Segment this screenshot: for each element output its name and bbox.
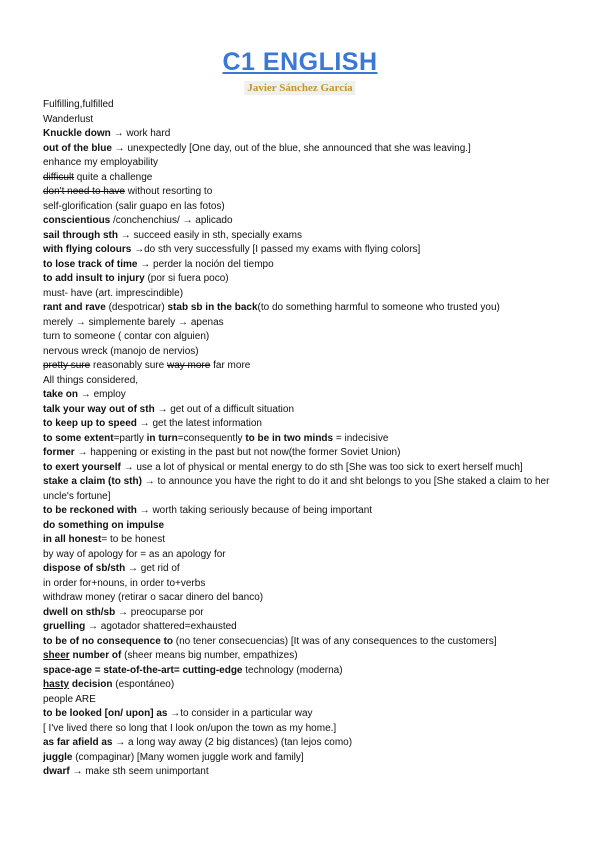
vocab-term: rant and rave: [43, 302, 106, 313]
vocab-line: [43, 475, 563, 504]
vocab-term: out of the blue: [43, 142, 112, 154]
document-title: C1 ENGLISH: [222, 48, 378, 76]
vocab-line: [43, 142, 563, 157]
vocab-term: former: [43, 447, 75, 458]
vocab-text: people ARE: [43, 693, 96, 705]
vocab-line: [43, 664, 563, 679]
vocab-term: to be reckoned with: [43, 505, 137, 516]
vocab-text: (to do something harmful to someone who trusted you): [257, 302, 500, 313]
vocab-line: [43, 301, 563, 316]
struck-text: don't need to have: [43, 186, 125, 197]
vocab-line: [43, 519, 563, 534]
vocab-line: [43, 562, 563, 577]
vocab-text: (compaginar) [Many women juggle work and family]: [72, 751, 304, 763]
vocab-text: withdraw money (retirar o sacar dinero del banco): [43, 592, 264, 603]
vocab-text: without resorting to: [124, 186, 213, 197]
vocab-line: [43, 185, 563, 200]
vocab-term: to be of no consequence to: [43, 635, 174, 647]
vocab-text: → work hard: [110, 128, 171, 139]
vocab-text: → get rid of: [125, 563, 180, 574]
vocab-line: [43, 345, 563, 360]
vocab-text: reasonably sure: [90, 360, 167, 371]
vocab-line: [43, 403, 563, 418]
vocab-term: to exert yourself: [43, 461, 121, 473]
vocab-text: Fulfilling,fulfilled: [43, 99, 114, 110]
vocab-line: [43, 200, 563, 215]
vocab-text: =consequently: [177, 432, 246, 444]
vocab-term: conscientious: [43, 215, 111, 226]
vocab-text: → worth taking seriously because of being important: [136, 505, 373, 516]
vocab-line: [43, 606, 563, 621]
vocab-text: → a long way away (2 big distances) (tan lejos como): [112, 737, 353, 748]
vocab-text: =partly: [113, 432, 147, 444]
vocab-text: → to announce you have the right to do it and sht belongs to you [She staked a claim to her uncle's fortune]: [43, 476, 550, 502]
vocab-term: dispose of sb/sth: [43, 563, 126, 574]
vocab-term: to keep up to speed: [43, 418, 137, 429]
vocab-text: → perder la noción del tiempo: [137, 258, 274, 270]
vocab-text: → succeed easily in sth, specially exams: [118, 229, 302, 241]
vocab-line: [43, 359, 563, 374]
vocab-line: [43, 171, 563, 186]
vocab-line: [43, 577, 563, 592]
vocab-text: /conchenchius/ → aplicado: [110, 215, 233, 226]
vocab-line: [43, 374, 563, 389]
vocab-term: to add insult to injury: [43, 273, 145, 284]
vocab-line: [43, 272, 563, 287]
vocab-text: (despotricar): [105, 302, 168, 313]
vocab-text: = indecisive: [333, 432, 389, 444]
vocab-text: →to consider in a particular way: [167, 708, 313, 719]
vocab-text: (sheer means big number, empathizes): [121, 650, 298, 661]
vocab-line: [43, 635, 563, 650]
vocab-text: → employ: [78, 389, 126, 400]
vocab-term: number of: [69, 650, 122, 661]
vocab-line: [43, 432, 563, 447]
vocab-line: [43, 707, 563, 722]
vocab-line: [43, 765, 563, 780]
vocab-text: → use a lot of physical or mental energy to do sth [She was too sick to exert herself much]: [120, 461, 523, 473]
vocab-line: [43, 243, 563, 258]
vocab-line: [43, 214, 563, 229]
vocab-line: [43, 693, 563, 708]
vocab-text: (espontáneo): [112, 679, 175, 690]
vocab-line: [43, 113, 563, 128]
vocab-line: [43, 446, 563, 461]
vocab-line: [43, 548, 563, 563]
vocab-text: → unexpectedly [One day, out of the blue, she announced that she was leaving.]: [111, 142, 471, 154]
vocab-term: sheer: [43, 650, 70, 661]
vocab-line: [43, 258, 563, 273]
vocab-term: do something on impulse: [43, 519, 165, 531]
vocab-term: sail through sth: [43, 229, 118, 241]
vocab-text: [ I've lived there so long that I look on/upon the town as my home.]: [43, 722, 337, 734]
vocab-term: talk your way out of sth: [43, 403, 155, 415]
vocab-text: quite a challenge: [73, 171, 153, 183]
vocab-line: [43, 678, 563, 693]
vocab-text: Wanderlust: [43, 113, 94, 125]
struck-text: difficult: [43, 171, 74, 183]
vocab-term: decision: [69, 679, 113, 690]
vocab-text: by way of apology for = as an apology for: [43, 548, 226, 560]
vocab-line: [43, 736, 563, 751]
vocab-term: Knuckle down: [43, 128, 111, 139]
vocab-text: in order for+nouns, in order to+verbs: [43, 577, 206, 589]
vocab-line: [43, 156, 563, 171]
vocab-text: → get out of a difficult situation: [154, 403, 295, 415]
vocab-text: enhance my employability: [43, 157, 159, 168]
vocab-text: self-glorification (salir guapo en las fotos): [43, 200, 225, 212]
vocab-text: → preocuparse por: [115, 606, 204, 618]
struck-text: way more: [166, 360, 211, 371]
vocab-term: as far afield as: [43, 737, 113, 748]
vocab-term: dwarf: [43, 766, 70, 777]
vocab-term: with flying colours: [43, 244, 132, 255]
vocab-line: [43, 533, 563, 548]
vocab-term: in turn: [146, 432, 178, 444]
vocab-text: far more: [210, 360, 251, 371]
vocab-text: → happening or existing in the past but not now(the former Soviet Union): [74, 447, 401, 458]
vocab-line: [43, 229, 563, 244]
vocab-line: [43, 287, 563, 302]
vocab-line: [43, 388, 563, 403]
vocabulary-list: [43, 98, 563, 780]
vocab-line: [43, 620, 563, 635]
vocab-text: →do sth very successfully [I passed my exams with flying colors]: [131, 244, 421, 255]
vocab-term: juggle: [43, 751, 73, 763]
vocab-text: → agotador shattered=exhausted: [85, 621, 237, 632]
vocab-term: in all honest: [43, 534, 102, 545]
vocab-text: must- have (art. imprescindible): [43, 287, 184, 299]
vocab-line: [43, 330, 563, 345]
vocab-line: [43, 98, 563, 113]
author-name: Javier Sánchez García: [244, 81, 355, 95]
vocab-term: stake a claim (to sth): [43, 476, 142, 487]
vocab-text: nervous wreck (manojo de nervios): [43, 345, 199, 357]
vocab-term: gruelling: [43, 621, 86, 632]
vocab-text: technology (moderna): [242, 664, 343, 676]
vocab-term: dwell on sth/sb: [43, 606, 116, 618]
vocab-term: to be looked [on/ upon] as: [43, 708, 168, 719]
vocab-text: merely → simplemente barely → apenas: [43, 316, 224, 328]
vocab-term: space-age = state-of-the-art= cutting-edge: [43, 664, 243, 676]
vocab-line: [43, 649, 563, 664]
vocab-term: to lose track of time: [43, 258, 138, 270]
vocab-line: [43, 461, 563, 476]
vocab-line: [43, 591, 563, 606]
vocab-term: to some extent: [43, 432, 114, 444]
vocab-term: hasty: [43, 679, 70, 690]
vocab-term: take on: [43, 389, 79, 400]
vocab-line: [43, 316, 563, 331]
vocab-term: to be in two minds: [245, 432, 334, 444]
struck-text: pretty sure: [43, 360, 91, 371]
vocab-line: [43, 417, 563, 432]
vocab-line: [43, 127, 563, 142]
vocab-term: stab sb in the back: [167, 302, 258, 313]
vocab-text: → make sth seem unimportant: [69, 766, 209, 777]
vocab-text: turn to someone ( contar con alguien): [43, 331, 210, 342]
vocab-line: [43, 751, 563, 766]
vocab-text: All things considered,: [43, 374, 139, 386]
vocab-text: (por si fuera poco): [144, 273, 229, 284]
vocab-line: [43, 722, 563, 737]
vocab-text: (no tener consecuencias) [It was of any consequences to the customers]: [173, 635, 497, 647]
vocab-line: [43, 504, 563, 519]
vocab-text: → get the latest information: [136, 418, 262, 429]
vocab-text: = to be honest: [101, 534, 166, 545]
